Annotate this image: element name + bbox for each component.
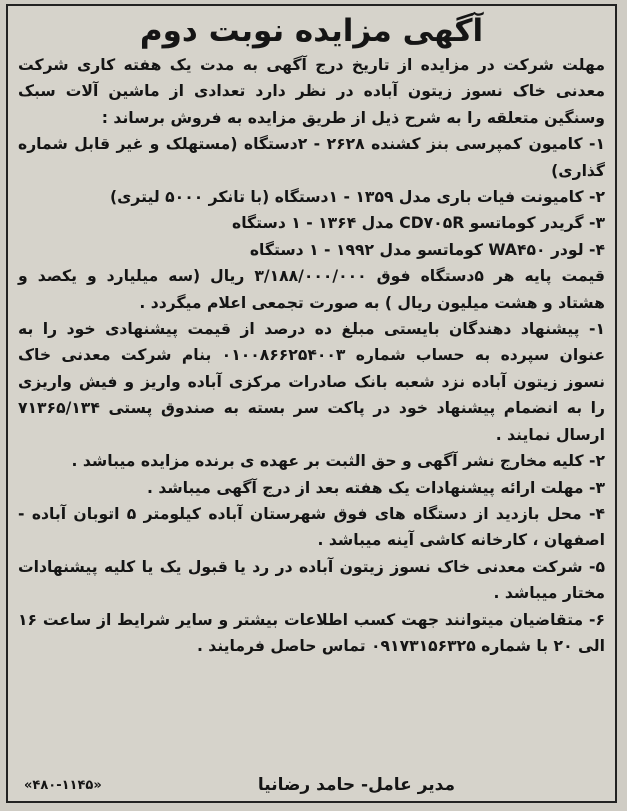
condition-5: ۵- شرکت معدنی خاک نسوز زیتون آباده در رد یا قبول یک یا کلیه پیشنهادات مختار میباشد . bbox=[18, 557, 605, 603]
condition-4: ۴- محل بازدید از دستگاه های فوق شهرستان آباده کیلومتر ۵ اتوبان آباده - اصفهان ، کارخانه کاشی آینه میباشد . bbox=[18, 504, 605, 550]
base-price: قیمت پایه هر ۵دستگاه فوق ۳/۱۸۸/۰۰۰/۰۰۰ ریال (سه میلیارد و یکصد و هشتاد و هشت میلیون ریال ) به صورت تجمعی اعلام میگردد . bbox=[18, 267, 606, 312]
condition-2: ۲- کلیه مخارج نشر آگهی و حق الثبت بر عهده ی برنده مزایده میباشد . bbox=[71, 452, 605, 471]
notice-title: آگهی مزایده نوبت دوم bbox=[139, 13, 484, 49]
condition-6: ۶- متقاضیان میتوانند جهت کسب اطلاعات بیشتر و سایر شرایط از ساعت ۱۶ الی ۲۰ با شماره ۰۹۱۷۳۱۵۶۳۲۵ تماس حاصل فرمایند . bbox=[18, 610, 605, 655]
signature: مدیر عامل- حامد رضانیا bbox=[257, 775, 455, 795]
notice-intro: مهلت شرکت در مزایده از تاریخ درج آگهی به مدت یک هفته کاری شرکت معدنی خاک نسوز زیتون آباده در نظر دارد تعدادی از ماشین آلات سبک وسنگین متعلقه را به شرح ذیل از طریق مزایده به فروش برساند : bbox=[18, 56, 605, 127]
item-3: ۳- گریدر کوماتسو CD۷۰۵R مدل ۱۳۶۴ - ۱ دستگاه bbox=[232, 214, 605, 233]
item-4: ۴- لودر WA۴۵۰ کوماتسو مدل ۱۹۹۲ - ۱ دستگاه bbox=[249, 240, 605, 259]
ad-code: «۴۸۰-۱۱۴۵» bbox=[24, 778, 102, 793]
condition-1: ۱- پیشنهاد دهندگان بایستی مبلغ ده درصد از قیمت پیشنهادی خود را به عنوان سپرده به حساب شماره ۰۱۰۰۸۶۶۲۵۴۰۰۳ بنام شرکت معدنی خاک نسوز زیتون آباده نزد شعبه بانک صادرات مرکزی آباده واریز و فیش واریزی را به انضمام پیشنهاد خود در پاکت سر بسته به صندوق پستی ۷۱۳۶۵/۱۳۴ ارسال نمایند . bbox=[18, 320, 605, 444]
item-2: ۲- کامیونت فیات باری مدل ۱۳۵۹ - ۱دستگاه (با تانکر ۵۰۰۰ لیتری) bbox=[110, 188, 605, 207]
item-1: ۱- کامیون کمپرسی بنز کشنده ۲۶۲۸ - ۲دستگاه (مستهلک و غیر قابل شماره گذاری) bbox=[18, 135, 605, 180]
auction-notice bbox=[6, 4, 617, 803]
condition-3: ۳- مهلت ارائه پیشنهادات یک هفته بعد از درج آگهی میباشد . bbox=[146, 478, 605, 497]
notice-footer bbox=[18, 769, 605, 795]
